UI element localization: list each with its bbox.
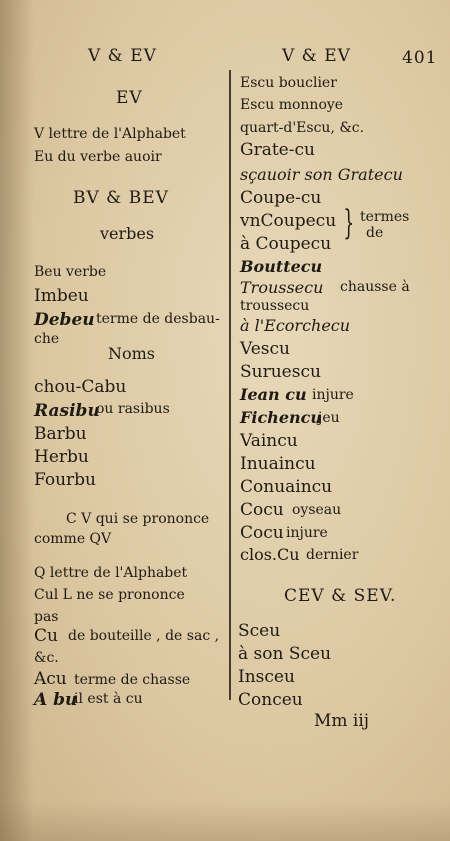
section-cv-line-1: C V qui se prononce [66, 511, 210, 527]
right-line-a-coupecu: à Coupecu [240, 234, 332, 254]
right-line-conuaincu: Conuaincu [240, 477, 333, 497]
def-fichencu: jeu [318, 410, 340, 426]
word-cocu-2: Cocu [240, 523, 284, 543]
def-debeu-cont: che [34, 331, 60, 347]
right-line-scauoir: sçauoir son Gratecu [240, 165, 403, 184]
right-line-grate-cu: Grate-cu [240, 140, 315, 160]
right-line-quart-escu: quart-d'Escu, &c. [240, 120, 365, 136]
right-line-escu-monnoye: Escu monnoye [240, 97, 344, 113]
word-cocu: Cocu [240, 500, 284, 520]
ev-line-2: Eu du verbe auoir [34, 149, 162, 165]
noun-fourbu: Fourbu [34, 470, 97, 490]
word-clos-cu: clos.Cu [240, 545, 300, 564]
def-cocu: oyseau [292, 502, 342, 518]
word-rasibu: Rasibu [34, 401, 100, 421]
word-cu: Cu [34, 626, 58, 646]
right-line-suruescu: Suruescu [240, 362, 321, 382]
word-debeu: Debeu [34, 310, 95, 330]
page-number: 401 [402, 48, 438, 68]
column-divider [229, 70, 231, 700]
def-troussecu: chausse à [340, 279, 410, 295]
right-running-head: V & EV [282, 46, 351, 66]
word-fichencu: Fichencu [240, 408, 322, 427]
word-troussecu: Troussecu [240, 278, 324, 297]
def-abu: il est à cu [74, 691, 143, 707]
verb-imbeu: Imbeu [34, 286, 89, 306]
def-debeu: terme de desbau- [96, 311, 220, 327]
def-cu-cont: &c. [34, 650, 59, 666]
right-line-a-son-sceu: à son Sceu [238, 644, 332, 664]
right-line-inuaincu: Inuaincu [240, 454, 316, 474]
right-line-vescu: Vescu [240, 339, 290, 359]
noms-label: Noms [108, 344, 156, 363]
section-ceu: CEV & SEV. [284, 586, 397, 606]
bottom-shadow [0, 801, 450, 841]
brace-icon: } [343, 203, 355, 243]
def-acu: terme de chasse [74, 672, 191, 688]
termes-label: termes [360, 209, 410, 225]
cv-line-q: Q lettre de l'Alphabet [34, 565, 188, 581]
gutter-shadow [0, 0, 34, 841]
def-cu: de bouteille , de sac , [68, 628, 220, 644]
def-iean-cu: injure [312, 387, 354, 403]
left-running-head: V & EV [88, 46, 157, 66]
verb-beu: Beu verbe [34, 264, 107, 280]
cv-line-cul: Cul L ne se prononce [34, 587, 185, 603]
word-iean-cu: Iean cu [240, 385, 307, 404]
noun-chou-cabu: chou-Cabu [34, 377, 127, 397]
right-line-coupe-cu: Coupe-cu [240, 188, 322, 208]
right-line-sceu: Sceu [238, 621, 281, 641]
word-acu: Acu [34, 669, 67, 689]
right-line-bouttecu: Bouttecu [240, 257, 323, 276]
right-line-ecorchecu: à l'Ecorchecu [240, 316, 351, 335]
section-cv-line-2: comme QV [34, 531, 112, 547]
section-ev: EV [116, 88, 143, 108]
right-line-escu-bouclier: Escu bouclier [240, 75, 337, 91]
verbes-label: verbes [100, 224, 155, 243]
right-line-vaincu: Vaincu [240, 431, 298, 451]
def-troussecu-cont: troussecu [240, 298, 310, 314]
word-abu: A bu [34, 690, 78, 710]
def-clos-cu: dernier [306, 547, 359, 563]
cv-line-pas: pas [34, 609, 59, 625]
ev-line-1: V lettre de l'Alphabet [34, 126, 186, 142]
noun-barbu: Barbu [34, 424, 87, 444]
right-line-vn-coupecu: vnCoupecu [240, 211, 337, 231]
def-cocu-2: injure [286, 525, 328, 541]
right-line-conceu: Conceu [238, 690, 303, 710]
noun-herbu: Herbu [34, 447, 89, 467]
signature-mark: Mm iij [314, 711, 370, 731]
right-line-insceu: Insceu [238, 667, 295, 687]
def-rasibu: ou rasibus [96, 401, 170, 417]
de-label: de [366, 225, 384, 241]
section-bv: BV & BEV [73, 188, 169, 208]
